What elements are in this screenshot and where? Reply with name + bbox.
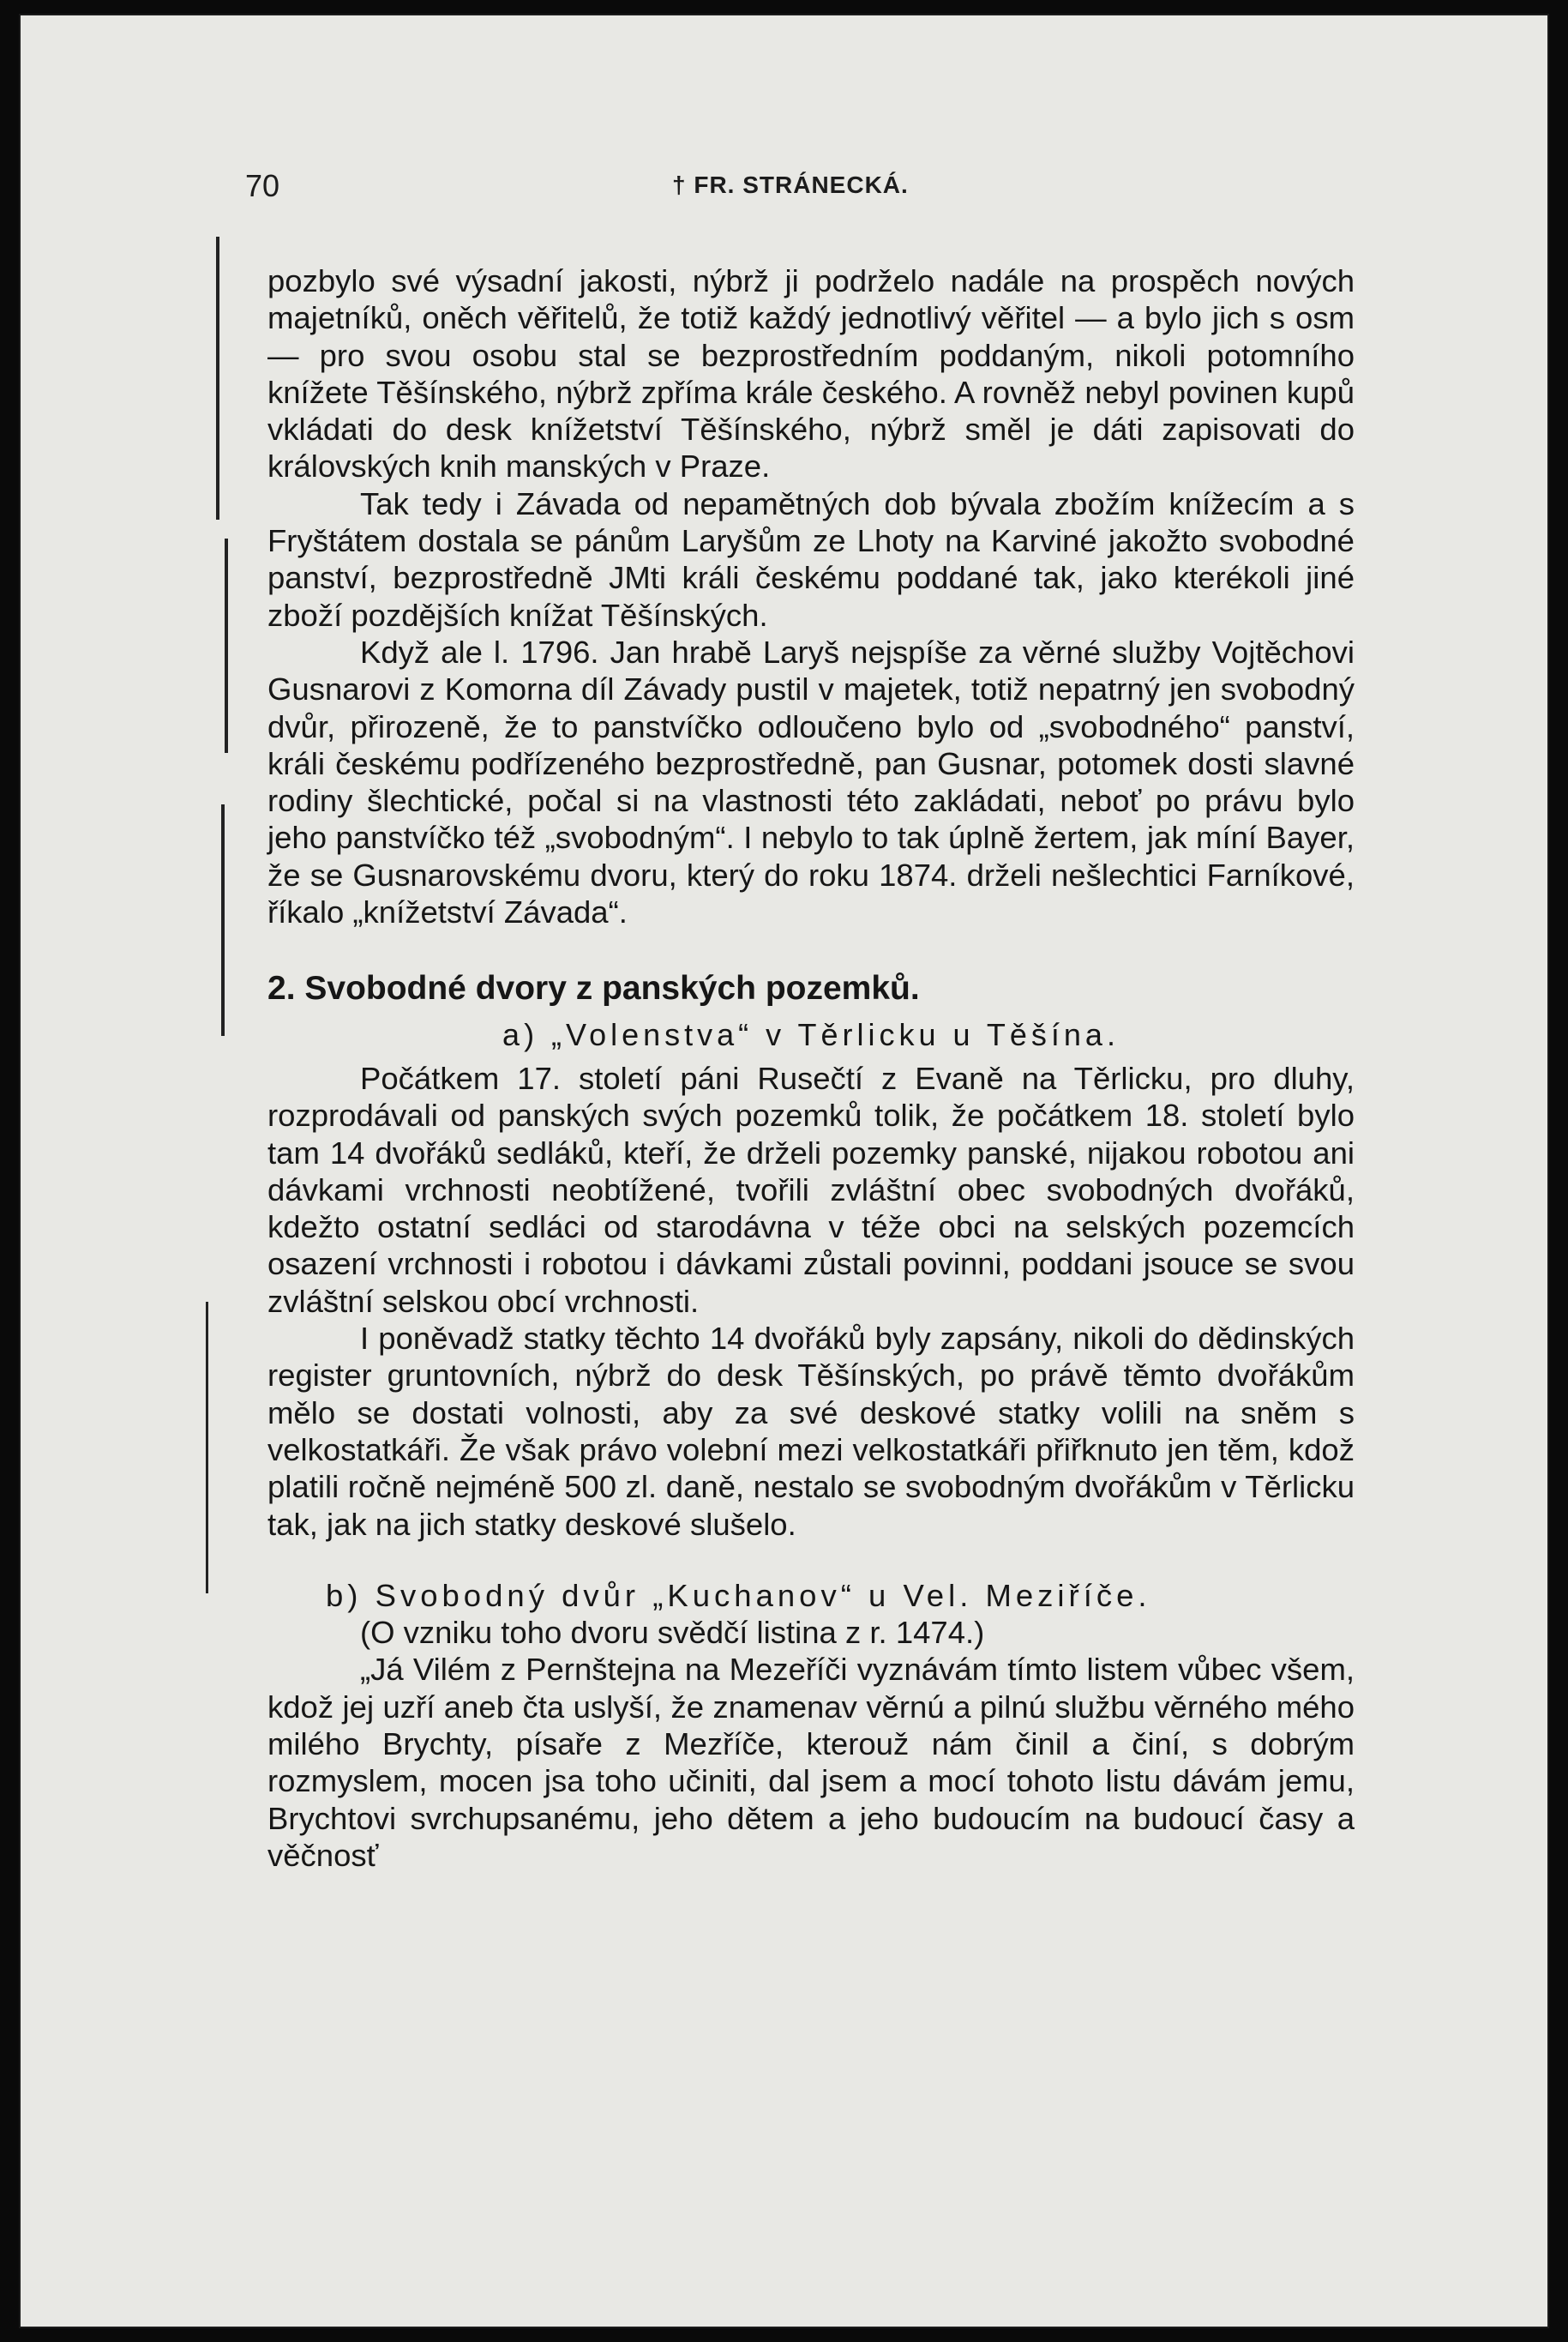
- paragraph: „Já Vilém z Pernštejna na Mezeříči vyznávám tímto listem vůbec všem, kdož jej uzří aneb čta uslyší, že znamenav věrnú a pilnú službu věrného mého milého Brychty, písaře z Mezříče, kterouž nám činil a činí, s dobrým rozmyslem, mocen jsa toho učiniti, dal jsem a mocí tohoto listu dávám jemu, Brychtovi svrchupsanému, jeho dětem a jeho budoucím na budoucí časy a věčnosť: [267, 1652, 1355, 1873]
- paragraph: I poněvadž statky těchto 14 dvořáků byly zapsány, nikoli do dědinských register gruntovních, nýbrž do desk Těšínských, po právě těmto dvořákům mělo se dostati volnosti, aby za své deskové statky volili na sněm s velkostatkáři. Že však právo volební mezi velkostatkáři přiřknuto jen těm, kdož platili ročně nejméně 500 zl. daně, nestalo se svobodným dvořákům v Těrlicku tak, jak na jich statky deskové slušelo.: [267, 1321, 1355, 1542]
- margin-mark-line: [221, 804, 225, 1036]
- margin-mark-line: [225, 539, 228, 753]
- subsection-heading: a) „Volenstva“ v Těrlicku u Těšína.: [502, 1016, 1120, 1052]
- source-note: (O vzniku toho dvoru svědčí listina z r. 1474.): [360, 1615, 985, 1651]
- margin-mark-line: [216, 237, 219, 520]
- running-head: † FR. STRÁNECKÁ.: [672, 172, 909, 198]
- paragraph: Počátkem 17. století páni Rusečtí z Evaně na Těrlicku, pro dluhy, rozprodávali od panských svých pozemků tolik, že počátkem 18. století bylo tam 14 dvořáků sedláků, kteří, že drželi pozemky panské, nijakou robotou ani dávkami vrchnosti neobtížené, tvořili zvláštní obec svobodných dvořáků, kdežto ostatní sedláci od starodávna v téže obci na selských pozemcích osazení vrchnosti i robotou i dávkami zůstali povinni, poddani jsouce se svou zvláštní selskou obcí vrchnosti.: [267, 1060, 1355, 1319]
- body-text: [267, 262, 1355, 1874]
- page-number: 70: [245, 168, 280, 203]
- margin-mark-line: [206, 1302, 208, 1593]
- section-heading: 2. Svobodné dvory z panských pozemků.: [267, 970, 920, 1008]
- subsection-heading: b) Svobodný dvůr „Kuchanov“ u Vel. Meziříče.: [326, 1577, 1151, 1613]
- paragraph: Když ale l. 1796. Jan hrabě Laryš nejspíše za věrné služby Vojtěchovi Gusnarovi z Komorna díl Závady pustil v majetek, totiž nepatrný jen svobodný dvůr, přirozeně, že to panstvíčko odloučeno bylo od „svobodného“ panství, králi českému podřízeného bezprostředně, pan Gusnar, potomek dosti slavné rodiny šlechtické, počal si na vlastnosti této zakládati, neboť po právu bylo jeho panstvíčko též „svobodným“. I nebylo to tak úplně žertem, jak míní Bayer, že se Gusnarovskému dvoru, který do roku 1874. drželi nešlechtici Farníkové, říkalo „knížetství Závada“.: [267, 634, 1355, 930]
- paragraph: pozbylo své výsadní jakosti, nýbrž ji podrželo nadále na prospěch nových majetníků, oněch věřitelů, že totiž každý jednotlivý věřitel — a bylo jich s osm — pro svou osobu stal se bezprostředním poddaným, nikoli potomního knížete Těšínského, nýbrž zpříma krále českého. A rovněž nebyl povinen kupů vkládati do desk knížetství Těšínského, nýbrž směl je dáti zapisovati do královských knih manských v Praze.: [267, 263, 1355, 485]
- book-page: [19, 14, 1549, 2328]
- page-header: [21, 168, 1547, 211]
- paragraph: Tak tedy i Závada od nepamětných dob bývala zbožím knížecím a s Fryštátem dostala se pánům Laryšům ze Lhoty na Karviné jakožto svobodné panství, bezprostředně JMti králi českému poddané tak, jako kterékoli jiné zboží pozdějších knížat Těšínských.: [267, 485, 1355, 633]
